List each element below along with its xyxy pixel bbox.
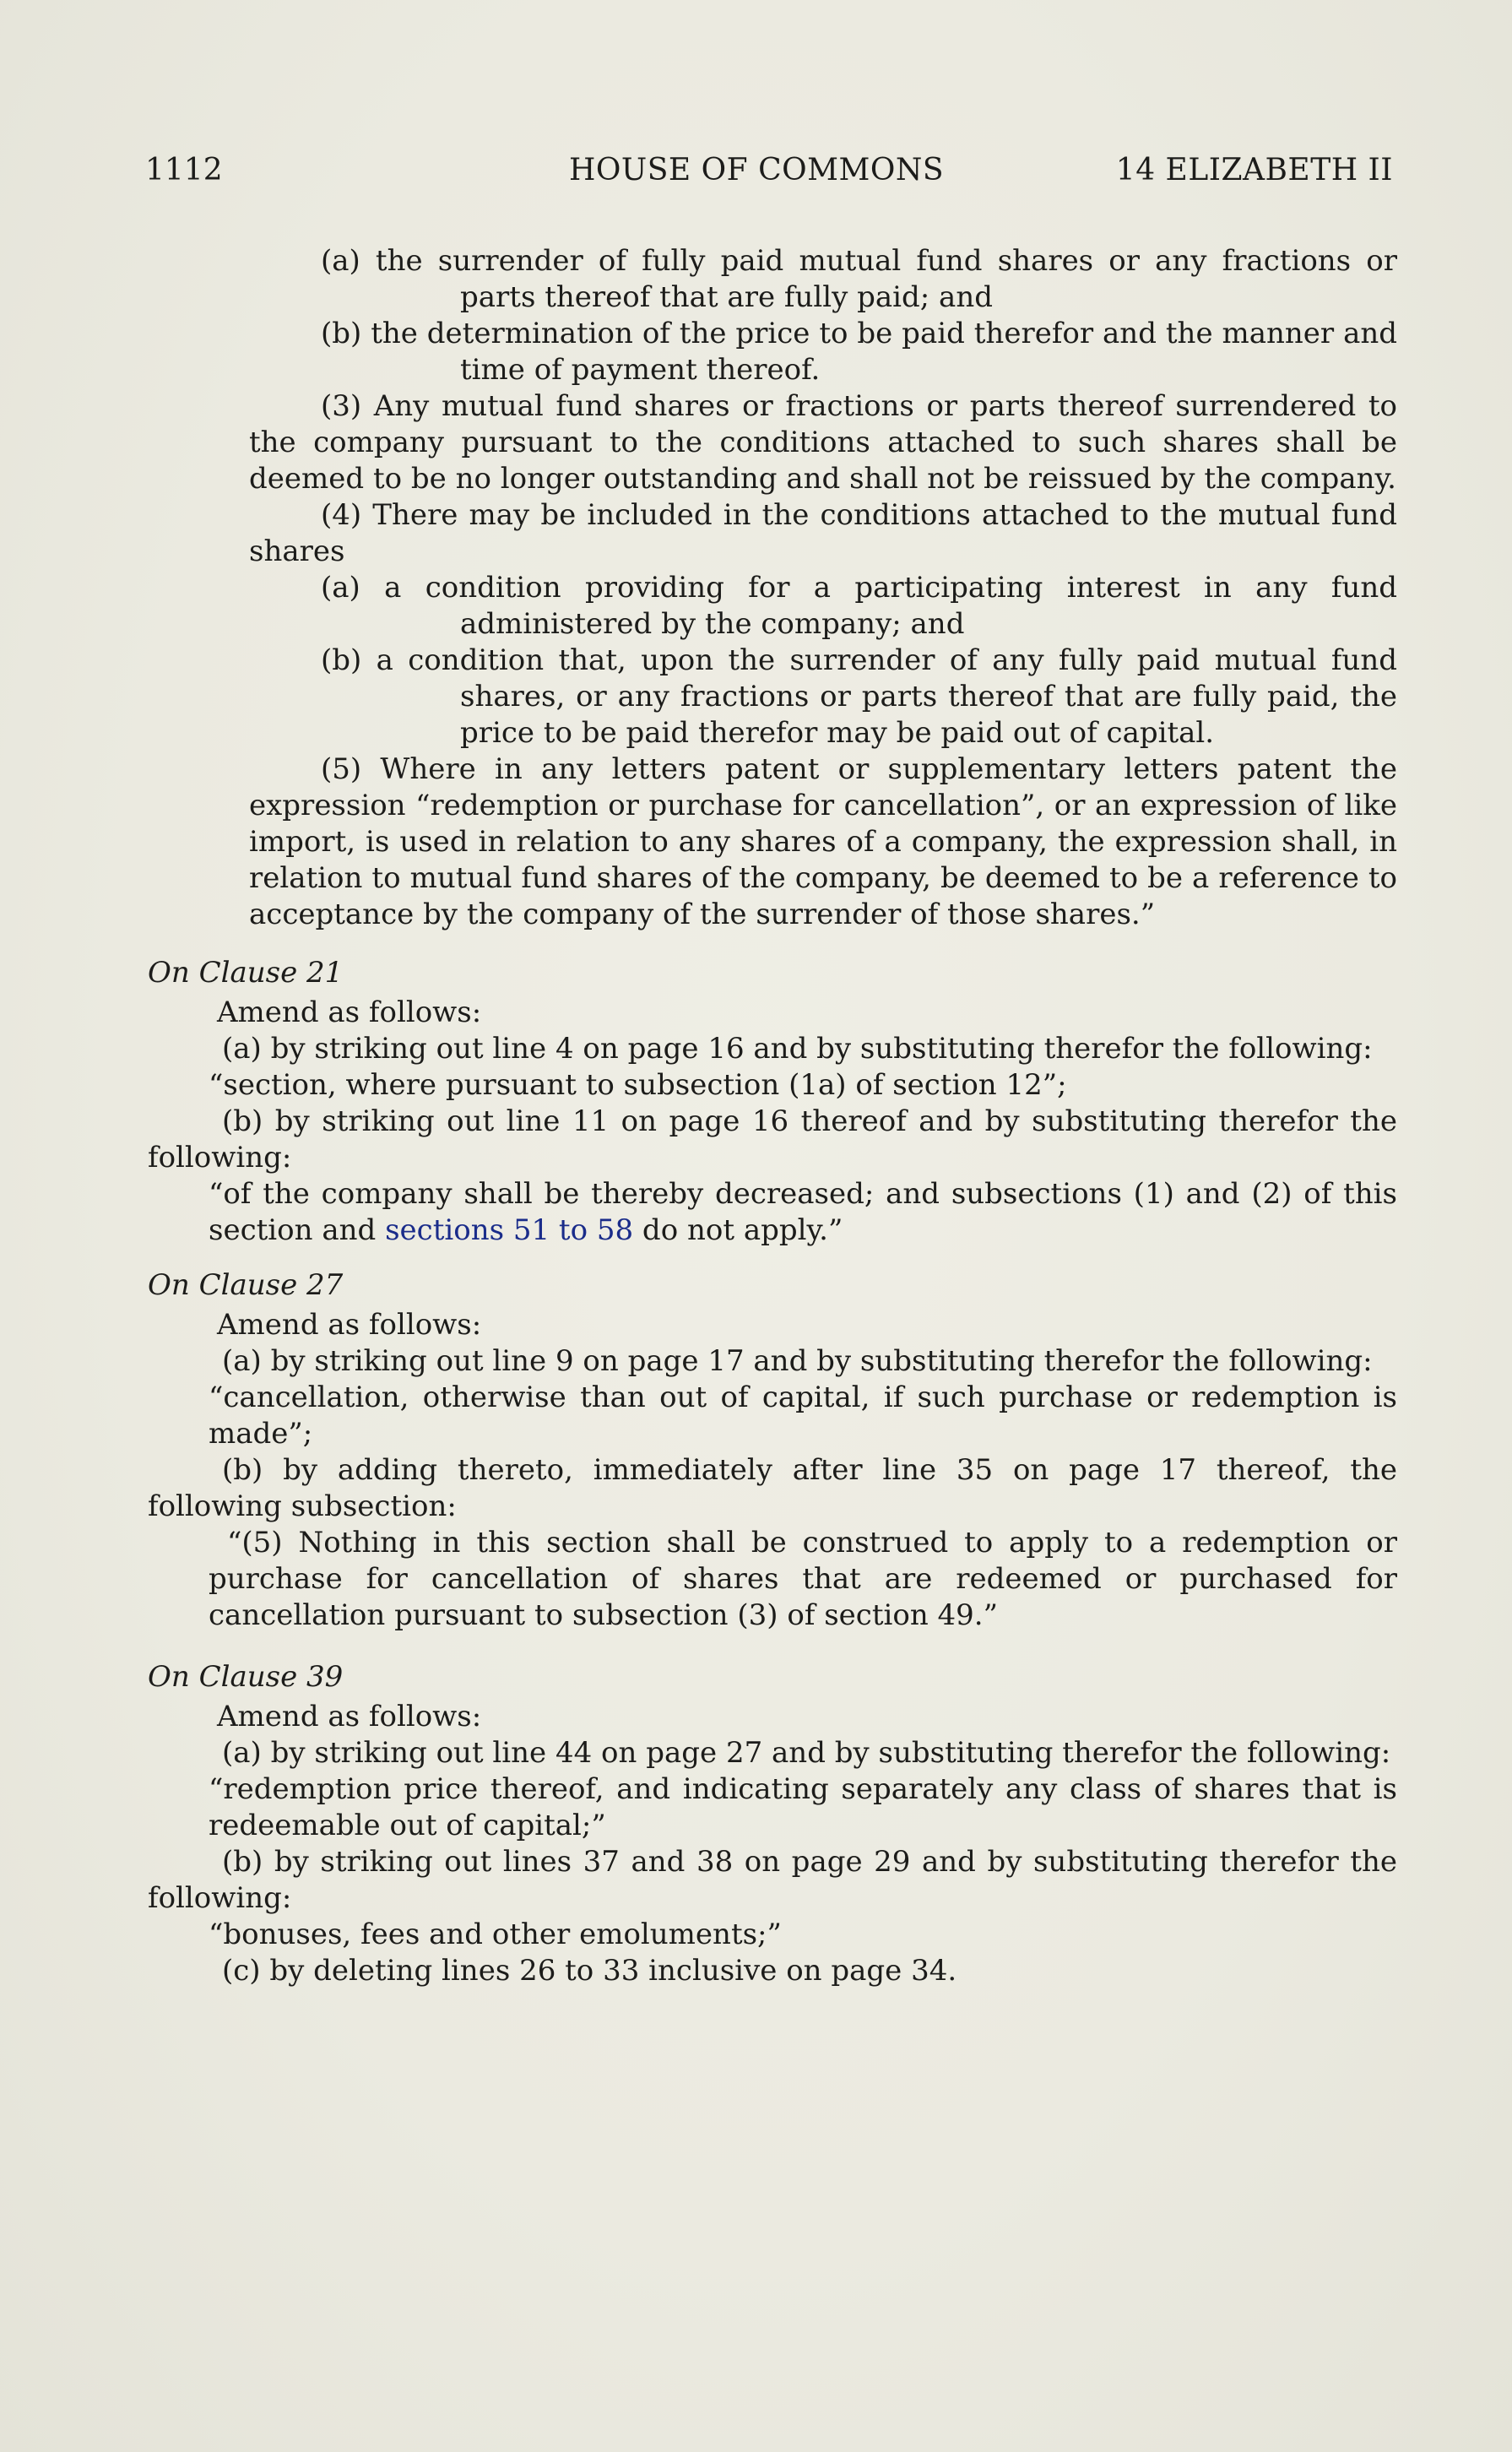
clause-21-heading: On Clause 21 — [148, 956, 344, 990]
subsection-4: (4) There may be included in the conditions attached to the mutual fund shares — [249, 498, 1397, 568]
clause-39-item-b: (b) by striking out lines 37 and 38 on page 29 and by substituting therefor the following: — [148, 1845, 1397, 1915]
clause-21-quote-b-start: “of the company shall be thereby decreased; and subsections (1) and (2) of this section and — [209, 1177, 1397, 1247]
clause-27-quote-b: “(5) Nothing in this section shall be construed to apply to a redemption or purchase for cancellation of shares that are redeemed or purchased for cancellation pursuant to subsection (3) of section 49.” — [209, 1526, 1397, 1632]
clause-21-quote-b — [209, 1176, 1397, 1249]
top-item-b: (b) the determination of the price to be paid therefor and the manner and time of payment thereof. — [321, 317, 1397, 387]
clause-27-item-a: (a) by striking out line 9 on page 17 and by substituting therefor the following: — [222, 1344, 1373, 1378]
clause-39-heading: On Clause 39 — [148, 1660, 344, 1694]
clause-27-amend: Amend as follows: — [217, 1308, 482, 1342]
clause-21-quote-a: “section, where pursuant to subsection (1a) of section 12”; — [209, 1068, 1067, 1102]
subsection-4-item-a: (a) a condition providing for a participating interest in any fund administered by the company; and — [321, 571, 1397, 641]
clause-21-amend: Amend as follows: — [217, 995, 482, 1029]
subsection-4-item-b: (b) a condition that, upon the surrender of any fully paid mutual fund shares, or any fractions or parts thereof that are fully paid, the price to be paid therefor may be paid out of capital. — [321, 643, 1397, 750]
clause-27-heading: On Clause 27 — [148, 1268, 344, 1302]
clause-39-amend: Amend as follows: — [217, 1700, 482, 1733]
regnal-year: 14 ELIZABETH II — [1115, 153, 1393, 187]
clause-27-item-b: (b) by adding thereto, immediately after line 35 on page 17 thereof, the following subsection: — [148, 1453, 1397, 1523]
clause-39-item-c: (c) by deleting lines 26 to 33 inclusive on page 34. — [222, 1954, 957, 1988]
clause-39-item-a: (a) by striking out line 44 on page 27 and by substituting therefor the following: — [222, 1736, 1391, 1770]
subsection-3: (3) Any mutual fund shares or fractions or parts thereof surrendered to the company pursuant to the conditions attached to such shares shall be deemed to be no longer outstanding and shall not be reissued by the company. — [249, 389, 1397, 496]
page-number: 1112 — [145, 153, 223, 187]
clause-39-quote-b: “bonuses, fees and other emoluments;” — [209, 1918, 782, 1951]
top-item-a: (a) the surrender of fully paid mutual fund shares or any fractions or parts thereof that are fully paid; and — [321, 244, 1397, 314]
subsection-5: (5) Where in any letters patent or supplementary letters patent the expression “redemption or purchase for cancellation”, or an expression of like import, is used in relation to any shares of a company, the expression shall, in relation to mutual fund shares of the company, be deemed to be a reference to acceptance by the company of the surrender of those shares.” — [249, 752, 1397, 931]
clause-39-quote-a: “redemption price thereof, and indicating separately any class of shares that is redeemable out of capital;” — [209, 1772, 1397, 1842]
page-header — [145, 150, 1393, 191]
running-title: HOUSE OF COMMONS — [569, 153, 945, 187]
document-body — [148, 243, 1397, 1989]
clause-21-item-a: (a) by striking out line 4 on page 16 and by substituting therefor the following: — [222, 1032, 1373, 1066]
clause-21-item-b: (b) by striking out line 11 on page 16 thereof and by substituting therefor the following: — [148, 1104, 1397, 1174]
clause-21-quote-b-highlight: sections 51 to 58 — [385, 1213, 634, 1247]
clause-27-quote-a: “cancellation, otherwise than out of capital, if such purchase or redemption is made”; — [209, 1381, 1397, 1451]
clause-21-quote-b-end: do not apply.” — [633, 1213, 843, 1247]
